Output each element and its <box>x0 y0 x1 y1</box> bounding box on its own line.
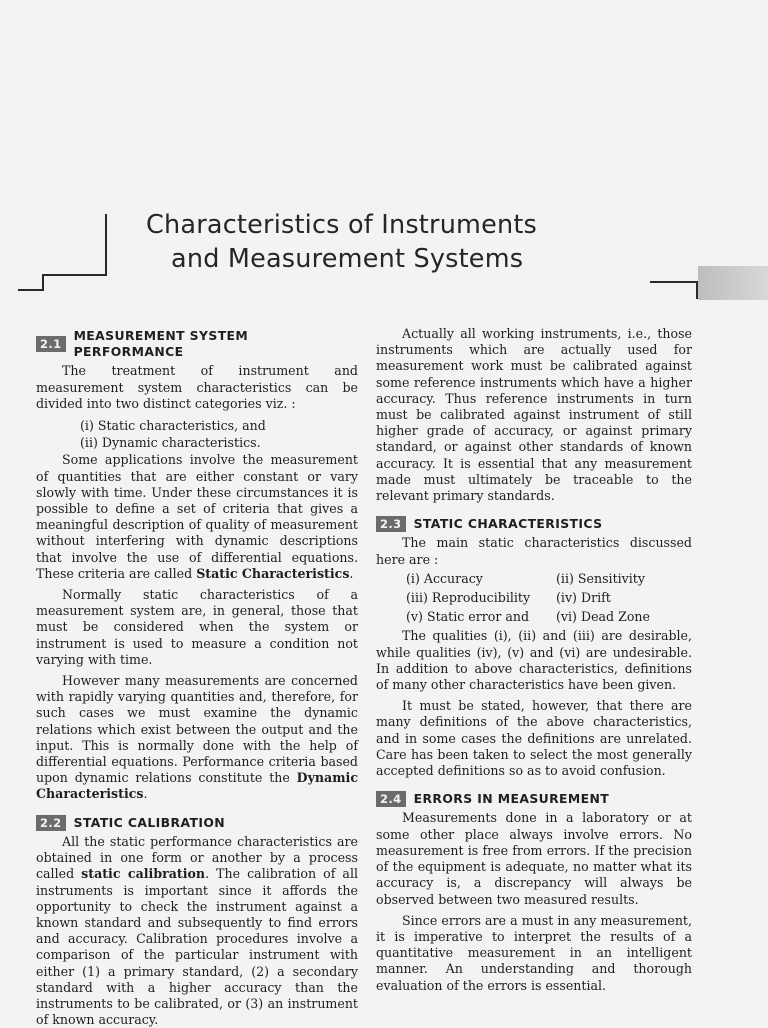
section-number: 2.1 <box>36 336 66 352</box>
list-item: (v) Static error and <box>406 609 530 625</box>
chapter-title-line1: Characteristics of Instruments <box>146 210 538 240</box>
chapter-bracket-vertical <box>105 214 107 276</box>
chapter-bracket-horizontal <box>42 274 107 276</box>
section-number: 2.4 <box>376 791 406 807</box>
section-title: STATIC CHARACTERISTICS <box>413 516 603 532</box>
chapter-corner-shade <box>698 266 768 300</box>
list-item: (i) Static characteristics, and <box>80 418 266 434</box>
paragraph: Some applications involve the measurement of quantities that are either constant or vary slowly with time. Under these circumstances it is possible to define a set of criteria that gives a meaningful description of quality of measurement without interfering with dynamic descriptions that involve the use of differential equations. These criteria are called Static Characteristics. <box>36 452 358 581</box>
paragraph: The main static characteristics discussed here are : <box>376 535 692 567</box>
section-heading-2-2 <box>36 815 358 831</box>
chapter-title-line2: and Measurement Systems <box>171 244 524 274</box>
paragraph: Measurements done in a laboratory or at some other place always involve errors. No measurement is free from errors. If the precision of the equipment is adequate, no matter what its accuracy is, a discrepancy will always be observed between two measured results. <box>376 810 692 907</box>
list-item: (iii) Reproducibility <box>406 590 531 606</box>
list-item: (ii) Sensitivity <box>556 570 645 586</box>
chapter-corner-horizontal <box>650 281 698 283</box>
paragraph: Actually all working instruments, i.e., those instruments which are actually used for measurement work must be calibrated against some reference instruments which have a higher accuracy. Thus reference instruments in turn must be calibrated against instrument of still higher grade of accuracy, or against primary standard, or against other standards of known accuracy. It is essential that any measurement made must ultimately be traceable to the relevant primary standards. <box>376 326 692 504</box>
section-heading-2-3 <box>376 516 692 532</box>
section-title: ERRORS IN MEASUREMENT <box>413 791 610 807</box>
list-item: (vi) Dead Zone <box>556 609 650 625</box>
left-column <box>36 326 358 1028</box>
paragraph: Since errors are a must in any measurement, it is imperative to interpret the results of a quantitative measurement in an intelligent manner. An understanding and thorough evaluation of the errors is essential. <box>376 912 692 993</box>
paragraph: All the static performance characteristics are obtained in one form or another by a process called static calibration. The calibration of all instruments is important since it affords the opportunity to check the instrument against a known standard and subsequently to find errors and accuracy. Calibration procedures involve a comparison of the particular instrument with either (1) a primary standard, (2) a secondary standard with a higher accuracy than the instruments to be calibrated, or (3) an instrument of known accuracy. <box>36 833 358 1028</box>
chapter-bracket-stub <box>42 274 44 290</box>
paragraph: The qualities (i), (ii) and (iii) are desirable, while qualities (iv), (v) and (vi) are undesirable. In addition to above characteristics, definitions of many other characteristics have been given. <box>376 628 692 693</box>
section-heading-2-1 <box>36 328 358 360</box>
list-item: (i) Accuracy <box>406 570 483 586</box>
section-number: 2.2 <box>36 815 66 831</box>
chapter-title <box>146 208 626 276</box>
section-number: 2.3 <box>376 516 406 532</box>
right-column <box>376 326 692 994</box>
list-item: (ii) Dynamic characteristics. <box>80 435 261 451</box>
paragraph: However many measurements are concerned with rapidly varying quantities and, therefore, for such cases we must examine the dynamic relations which exist between the output and the input. This is normally done with the help of differential equations. Performance criteria based upon dynamic relations constitute the Dynamic Characteristics. <box>36 673 358 802</box>
section-title: STATIC CALIBRATION <box>73 814 226 830</box>
characteristics-list <box>376 571 692 626</box>
section-title: MEASUREMENT SYSTEM PERFORMANCE <box>73 328 249 360</box>
paragraph: Normally static characteristics of a measurement system are, in general, those that must be considered when the system or instrument is used to measure a condition not varying with time. <box>36 587 358 667</box>
paragraph: It must be stated, however, that there are many definitions of the above characteristics, and in some cases the definitions are unrelated. Care has been taken to select the most generally accepted definitions so as to avoid confusion. <box>376 698 692 779</box>
paragraph: The treatment of instrument and measurement system characteristics can be divided into two distinct categories viz. : <box>36 363 358 411</box>
chapter-bracket-tail <box>18 289 44 291</box>
list-item: (iv) Drift <box>556 590 611 606</box>
section-heading-2-4 <box>376 791 692 807</box>
